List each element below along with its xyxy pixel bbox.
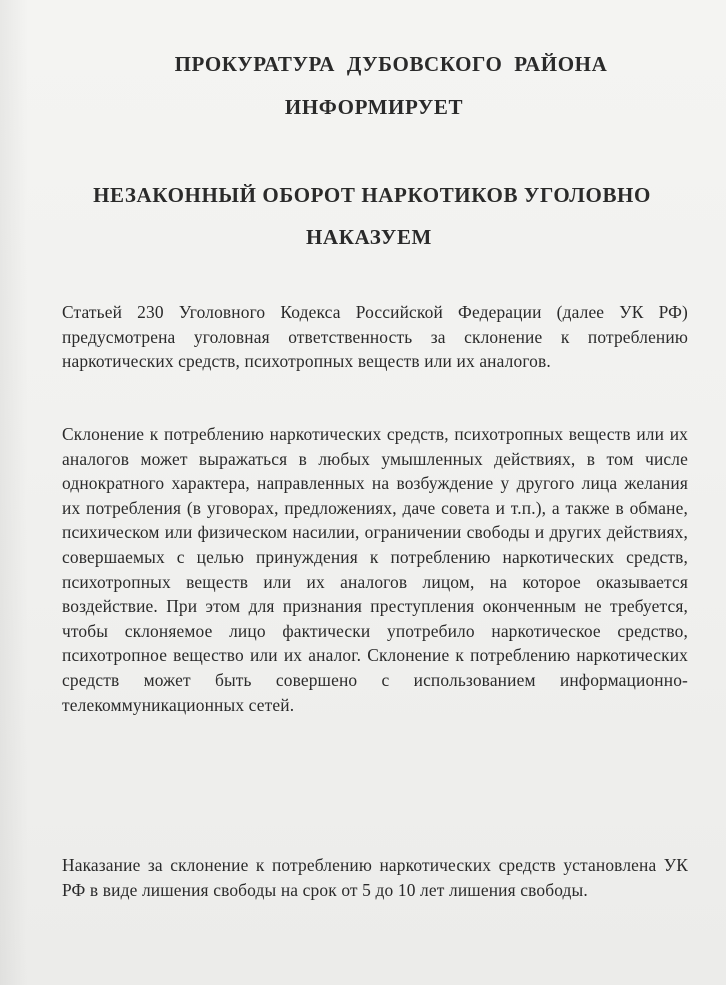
- paragraph-2: Склонение к потреблению наркотических средств, психотропных веществ или их аналогов может выражаться в любых умышленных действиях, в том числе однократного характера, направленных на возбуждение у другого лица желания их потребления (в уговорах, предложениях, даче совета и т.п.), а также в обмане, психическом или физическом насилии, ограничении свободы и других действиях, совершаемых с целью принуждения к потреблению наркотических средств, психотропных веществ или их аналогов лицом, на которое оказывается воздействие. При этом для признания преступления оконченным не требуется, чтобы склоняемое лицо фактически употребило наркотическое средство, психотропное вещество или их аналог. Склонение к потреблению наркотических средств может быть совершено с использованием информационно-телекоммуникационных сетей.: [62, 424, 688, 715]
- title-line-2: НАКАЗУЕМ: [306, 225, 432, 249]
- paragraph-1: Статьей 230 Уголовного Кодекса Российской Федерации (далее УК РФ) предусмотрена уголовная ответственность за склонение к потреблению наркотических средств, психотропных веществ или их аналогов.: [62, 302, 688, 372]
- header-line-2: ИНФОРМИРУЕТ: [284, 95, 464, 119]
- title-line-1: НЕЗАКОННЫЙ ОБОРОТ НАРКОТИКОВ УГОЛОВНО: [93, 183, 651, 207]
- page-shadow: [0, 0, 28, 985]
- header-line-1: ПРОКУРАТУРА ДУБОВСКОГО РАЙОНА: [174, 52, 608, 76]
- paragraph-3: Наказание за склонение к потреблению наркотических средств установлена УК РФ в виде лишения свободы на срок от 5 до 10 лет лишения свободы.: [62, 855, 688, 900]
